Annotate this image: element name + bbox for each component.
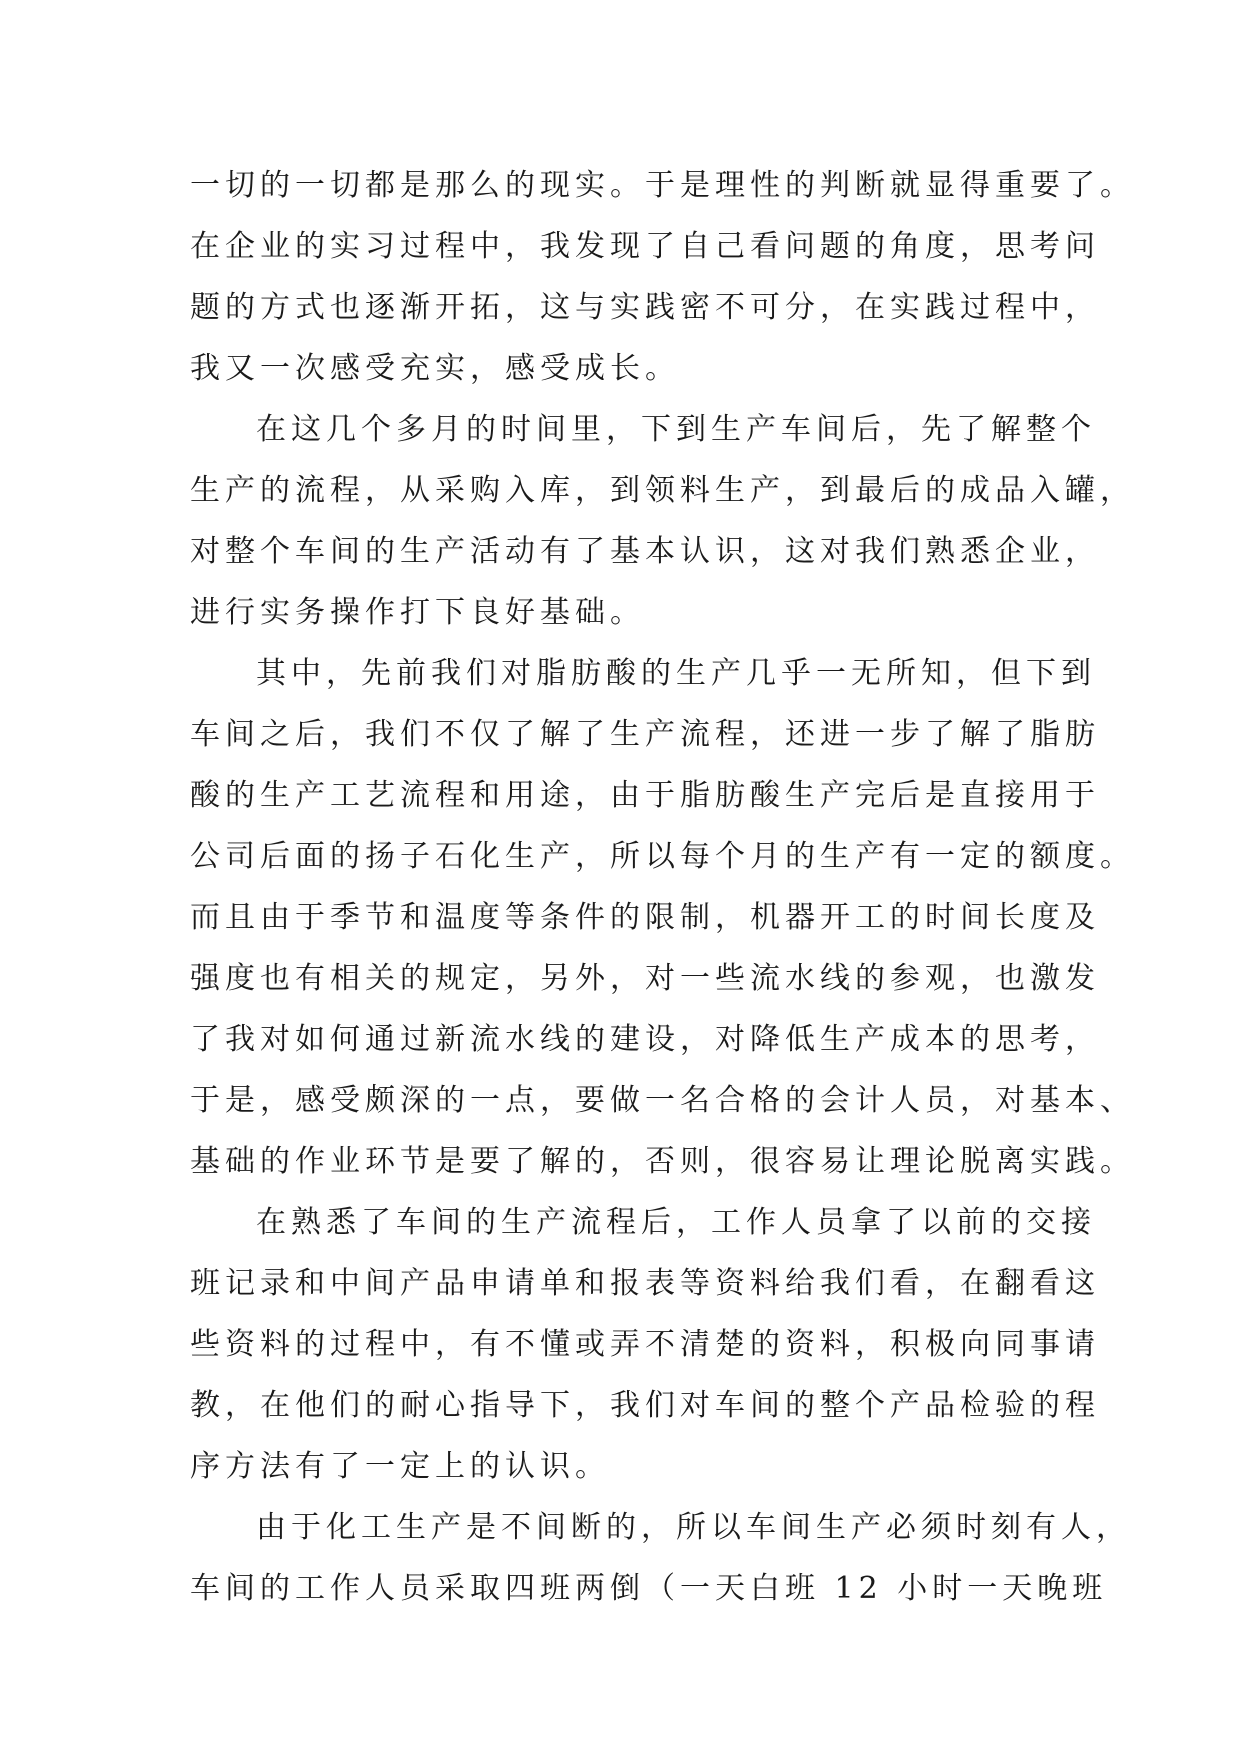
text-line: 公司后面的扬子石化生产，所以每个月的生产有一定的额度。 [190, 839, 1135, 874]
text-line: 序方法有了一定上的认识。 [190, 1449, 610, 1484]
document-body [190, 155, 1135, 1619]
text-line: 酸的生产工艺流程和用途，由于脂肪酸生产完后是直接用于 [190, 778, 1100, 813]
text-line: 我又一次感受充实，感受成长。 [190, 351, 680, 386]
text-line: 了我对如何通过新流水线的建设，对降低生产成本的思考， [190, 1022, 1100, 1057]
text-line: 一切的一切都是那么的现实。于是理性的判断就显得重要了。 [190, 168, 1135, 203]
paragraph-first-line: 在熟悉了车间的生产流程后，工作人员拿了以前的交接 [256, 1205, 1096, 1240]
paragraph-first-line: 在这几个多月的时间里，下到生产车间后，先了解整个 [256, 412, 1096, 447]
text-line: 强度也有相关的规定，另外，对一些流水线的参观，也激发 [190, 961, 1100, 996]
text-line: 些资料的过程中，有不懂或弄不清楚的资料，积极向同事请 [190, 1327, 1100, 1362]
text-line: 进行实务操作打下良好基础。 [190, 595, 645, 630]
text-line: 车间的工作人员采取四班两倒（一天白班 12 小时一天晚班 [190, 1571, 1108, 1606]
paragraph-first-line: 由于化工生产是不间断的，所以车间生产必须时刻有人， [256, 1510, 1131, 1545]
text-line: 生产的流程，从采购入库，到领料生产，到最后的成品入罐， [190, 473, 1135, 508]
text-line: 基础的作业环节是要了解的，否则，很容易让理论脱离实践。 [190, 1144, 1135, 1179]
text-line: 题的方式也逐渐开拓，这与实践密不可分，在实践过程中， [190, 290, 1100, 325]
text-line: 对整个车间的生产活动有了基本认识，这对我们熟悉企业， [190, 534, 1100, 569]
paragraph-first-line: 其中，先前我们对脂肪酸的生产几乎一无所知，但下到 [256, 656, 1096, 691]
text-line: 车间之后，我们不仅了解了生产流程，还进一步了解了脂肪 [190, 717, 1100, 752]
text-line: 在企业的实习过程中，我发现了自己看问题的角度，思考问 [190, 229, 1100, 264]
text-line: 于是，感受颇深的一点，要做一名合格的会计人员，对基本、 [190, 1083, 1135, 1118]
text-line: 教，在他们的耐心指导下，我们对车间的整个产品检验的程 [190, 1388, 1100, 1423]
text-line: 而且由于季节和温度等条件的限制，机器开工的时间长度及 [190, 900, 1100, 935]
text-line: 班记录和中间产品申请单和报表等资料给我们看，在翻看这 [190, 1266, 1100, 1301]
